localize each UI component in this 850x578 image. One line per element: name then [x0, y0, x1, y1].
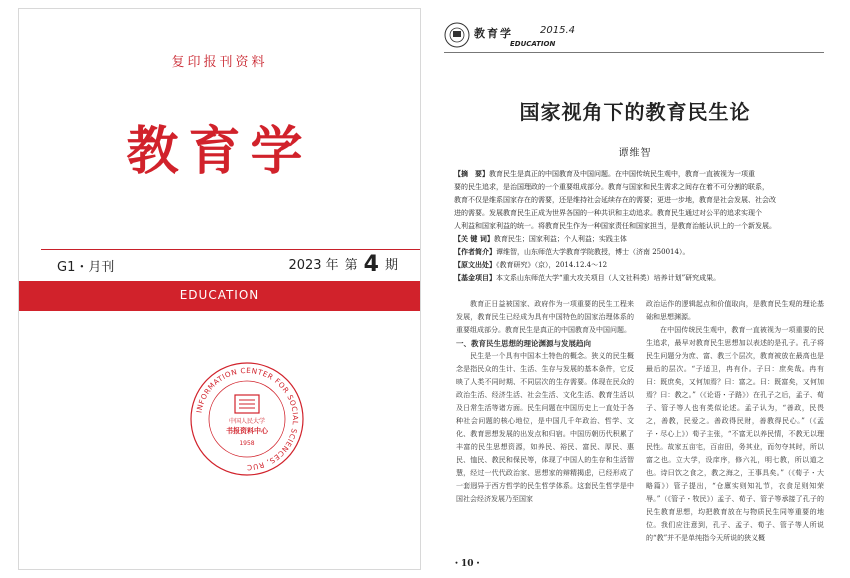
keywords [454, 233, 816, 246]
issue-number: 4 [363, 252, 379, 277]
cover-frequency: G1・月刊 [57, 260, 115, 275]
keywords-text: 教育民生；国家利益；个人利益；实践主体 [493, 235, 627, 243]
cover-title: 教育学 [126, 122, 313, 182]
fund-text: 本文系山东师范大学“重大攻关项目（人文社科类）培养计划”研究成果。 [496, 274, 721, 282]
seal-icon [187, 359, 307, 479]
author-info [454, 246, 816, 259]
running-head-issue: 2015.4 [540, 25, 575, 36]
ruc-seal-logo [187, 359, 307, 479]
author-info-label: 【作者简介】 [454, 248, 496, 256]
cover-series-label: 复印报刊资料 [171, 55, 268, 70]
abstract-line: 【摘 要】教育民生是真正的中国教育及中国问题。在中国传统民生观中，教育一直被视为一项重 [454, 170, 755, 178]
running-head-journal: 教育学 [474, 27, 513, 40]
issue-suffix: 期 [384, 258, 398, 273]
abstract-line: 要的民生追求，是治国理政的一个重要组成部分。教育与国家和民生需求之间存在着不可分割的联系， [454, 183, 769, 191]
intro-paragraph: 教育正日益被国家、政府作为一项重要的民生工程来发展，教育民生已经成为具有中国特色的国家治理体系的重要组成部分。教育民生是真正的中国教育及中国问题。 [456, 300, 634, 334]
cover-english-title: EDUCATION [179, 288, 260, 302]
article-metadata [454, 168, 816, 285]
cover-english-band [19, 281, 420, 311]
source-label: 【原文出处】 [454, 261, 496, 269]
cover-year: 2023 年 [288, 258, 339, 273]
seal-university: 中国人民大学 [228, 418, 266, 425]
journal-cover [18, 8, 421, 570]
body-paragraph: 在中国传统民生观中，教育一直被视为一项重要的民生追求，最早对教育民生思想加以表述的是孔子。孔子将民生问题分为庶、富、教三个层次，教育被放在最高也是最后的层次。“子适卫，冉有仆。子曰：庶矣哉。冉有曰：既庶矣，又何加焉？曰：富之。曰：既富矣，又何加焉？曰：教之。”（《论语・子路》）在孔子之后，孟子、荀子、管子等人也有类似论述。孟子认为，“善政，民畏之，善教，民爱之。善政得民财，善教得民心。”（《孟子・尽心上》）荀子主张，“不富无以养民情，不教无以理民性。故家五亩宅，百亩田，务其业，而勿夺其时，所以富之也。立大学，设庠序，修六礼，明七教，所以道之也。诗曰饮之食之，教之海之，王事具矣。”（《荀子・大略篇》）管子提出，“仓廪实则知礼节，衣食足则知荣辱。”（《管子・牧民》）孟子、荀子、管子等承接了孔子的民生教育思想，均把教育放在与物质民生同等重要的地位。我们应注意到，孔子、孟子、荀子、管子等人所说的“教”并不是单纯指今天所说的狭义概 [646, 326, 824, 542]
section-heading: 一、教育民生思想的理论渊源与发展趋向 [456, 339, 591, 348]
running-head-english: EDUCATION [510, 40, 556, 48]
cover-issue [288, 250, 398, 275]
body-paragraph: 民生是一个具有中国本土特色的概念。狭义的民生概念是指民众的生计、生活、生存与发展的基本条件，它反映了人类不同时期、不同层次的生存需要。体现在民众的政治生活、经济生活、社会生活、文化生活、教育生活以及日常生活等诸方面。民生问题在中国历史上一直处于各种社会问题的核心地位，是中国几千年政治、哲学、文化、教育思想发展的出发点和归宿。中国历朝历代积累了丰富的民生思想资源，如养民、裕民、富民、厚民、惠民、恤民、教民和保民等，体现了中国人的生存和生活智慧，经过一代代政治家、思想家的辩精揭虑，已经形成了一套迥异于西方哲学的民生哲学体系。这套民生哲学是中国社会经济发展乃至国家 [456, 352, 634, 503]
seal-center: 书报资料中心 [226, 427, 268, 435]
abstract-label: 【摘 要】 [454, 170, 489, 178]
article-title: 国家视角下的教育民生论 [519, 100, 751, 124]
source-text: 《教育研究》（京），2014.12.4～12 [496, 261, 608, 269]
seal-year: 1958 [239, 440, 255, 447]
body-paragraph: 政治运作的逻辑起点和价值取向，是教育民生观的理论基础和思想渊源。 [646, 300, 824, 321]
source [454, 259, 816, 272]
author-info-text: 谭维智，山东师范大学教育学院教授，博士（济南 250014）。 [496, 248, 690, 256]
article-page [430, 8, 840, 570]
abstract-line: 教育不仅是维系国家存在的需要，还是维持社会延续存在的需要；更进一步地，教育是社会发展、社会改 [454, 196, 776, 204]
article-author: 谭维智 [618, 148, 652, 159]
keywords-label: 【关 键 词】 [454, 235, 494, 243]
abstract-line: 进的需要。发展教育民生正成为世界各国的一种共识和主动追求。教育民生通过对公平的追求实现个 [454, 209, 762, 217]
fund [454, 272, 816, 285]
seal-ring-text: INFORMATION CENTER FOR SOCIAL SCIENCES, RUC [194, 365, 301, 473]
journal-logo-icon [444, 22, 470, 48]
abstract-line: 人利益和国家利益的统一。将教育民生作为一种国家责任和国家担当，是教育治能认识上的一个新发展。 [454, 222, 776, 230]
body-column-right [646, 298, 824, 545]
fund-label: 【基金项目】 [454, 274, 496, 282]
body-column-left [456, 298, 634, 506]
issue-prefix: 第 [344, 258, 358, 273]
running-head [444, 12, 824, 53]
page-number: ・10・ [452, 559, 483, 569]
